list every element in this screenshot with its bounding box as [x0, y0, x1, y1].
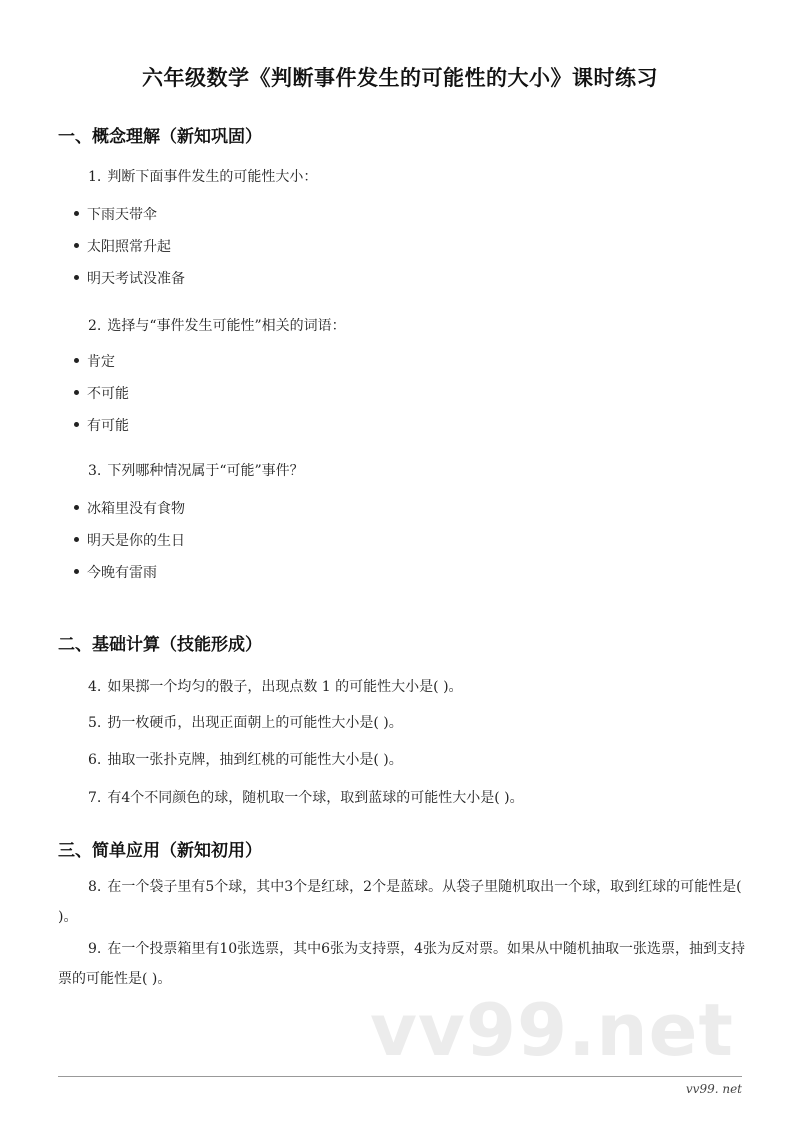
question-4	[88, 676, 463, 696]
question-6	[88, 749, 403, 769]
question-8	[58, 872, 748, 932]
option-text: 明天考试没准备	[87, 271, 185, 287]
list-item	[74, 530, 185, 550]
footer-divider	[58, 1076, 742, 1077]
section-heading-1: 一、概念理解（新知巩固）	[58, 127, 262, 147]
question-number: 3.	[88, 463, 102, 479]
option-text: 太阳照常升起	[87, 239, 171, 255]
question-text: 判断下面事件发生的可能性大小：	[107, 169, 318, 185]
watermark: vv99.net	[370, 988, 734, 1072]
bullet-icon	[74, 505, 79, 510]
bullet-icon	[74, 358, 79, 363]
question-7	[88, 787, 524, 807]
question-number: 5.	[88, 715, 102, 731]
question-number: 9.	[88, 941, 102, 957]
question-5	[88, 712, 403, 732]
list-item	[74, 204, 157, 224]
question-text: 抽取一张扑克牌，抽到红桃的可能性大小是( )。	[107, 752, 403, 768]
footer-url: vv99. net	[685, 1082, 742, 1096]
option-text: 今晚有雷雨	[87, 565, 157, 581]
question-3	[88, 460, 304, 480]
option-text: 明天是你的生日	[87, 533, 185, 549]
question-number: 6.	[88, 752, 102, 768]
bullet-icon	[74, 243, 79, 248]
list-item	[74, 562, 157, 582]
question-text: 有4个不同颜色的球，随机取一个球，取到蓝球的可能性大小是( )。	[107, 790, 524, 806]
question-number: 8.	[88, 879, 102, 895]
option-text: 不可能	[87, 386, 129, 402]
question-9	[58, 934, 748, 994]
question-text: 下列哪种情况属于“可能”事件？	[107, 463, 304, 479]
question-number: 4.	[88, 679, 102, 695]
question-number: 2.	[88, 318, 102, 334]
question-text: 扔一枚硬币，出现正面朝上的可能性大小是( )。	[107, 715, 403, 731]
list-item	[74, 383, 129, 403]
list-item	[74, 415, 129, 435]
bullet-icon	[74, 537, 79, 542]
question-1	[88, 166, 317, 186]
option-text: 有可能	[87, 418, 129, 434]
question-text: 在一个袋子里有5个球，其中3个是红球，2个是蓝球。从袋子里随机取出一个球，取到红球的可能性是( )。	[58, 879, 742, 925]
question-number: 7.	[88, 790, 102, 806]
list-item	[74, 268, 185, 288]
section-heading-3: 三、简单应用（新知初用）	[58, 841, 262, 861]
list-item	[74, 236, 171, 256]
page-title: 六年级数学《判断事件发生的可能性的大小》课时练习	[142, 66, 658, 90]
list-item	[74, 351, 115, 371]
list-item	[74, 498, 185, 518]
option-text: 肯定	[87, 354, 115, 370]
bullet-icon	[74, 211, 79, 216]
bullet-icon	[74, 275, 79, 280]
option-text: 下雨天带伞	[87, 207, 157, 223]
question-number: 1.	[88, 169, 102, 185]
section-heading-2: 二、基础计算（技能形成）	[58, 635, 262, 655]
bullet-icon	[74, 390, 79, 395]
question-text: 选择与“事件发生可能性”相关的词语：	[107, 318, 346, 334]
question-text: 在一个投票箱里有10张选票，其中6张为支持票，4张为反对票。如果从中随机抽取一张选票，抽到支持票的可能性是( )。	[58, 941, 745, 987]
bullet-icon	[74, 569, 79, 574]
question-text: 如果掷一个均匀的骰子，出现点数 1 的可能性大小是( )。	[107, 679, 463, 695]
question-2	[88, 315, 346, 335]
bullet-icon	[74, 422, 79, 427]
option-text: 冰箱里没有食物	[87, 501, 185, 517]
